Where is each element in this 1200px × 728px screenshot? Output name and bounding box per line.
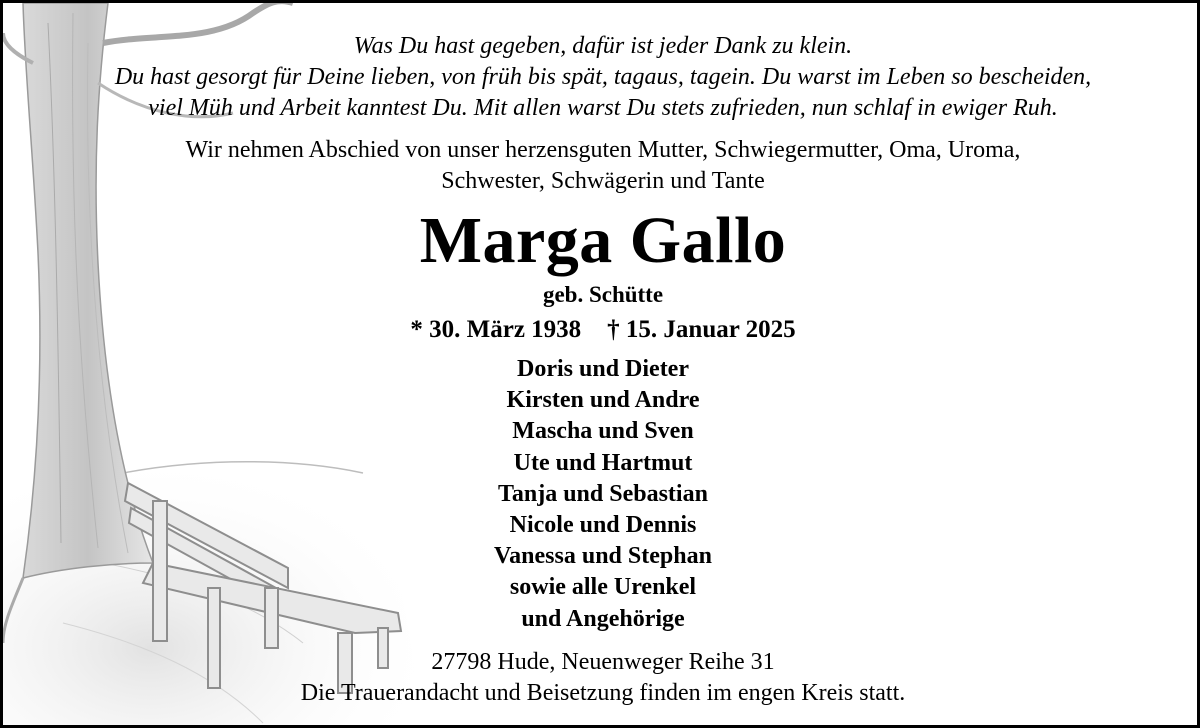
poem-line: Was Du hast gegeben, dafür ist jeder Dank zu klein. — [353, 33, 853, 59]
mourner-entry: Doris und Dieter — [517, 356, 689, 382]
life-dates — [3, 315, 1200, 345]
intro-line: Wir nehmen Abschied von unser herzensguten Mutter, Schwiegermutter, Oma, Uroma, — [185, 137, 1021, 163]
poem-line: viel Müh und Arbeit kanntest Du. Mit allen warst Du stets zufrieden, nun schlaf in ewiger Ruh. — [148, 95, 1058, 121]
mourner-entry: Tanja und Sebastian — [498, 480, 708, 507]
family-address: 27798 Hude, Neuenweger Reihe 31 — [431, 648, 775, 675]
farewell-intro — [3, 135, 1200, 197]
maiden-name: geb. Schütte — [542, 282, 664, 307]
mourner-entry: Mascha und Sven — [512, 418, 694, 445]
birth-date: * 30. März 1938 — [410, 316, 582, 343]
ceremony-note: Die Trauerandacht und Beisetzung finden im engen Kreis statt. — [300, 679, 906, 706]
death-date: † 15. Januar 2025 — [607, 316, 796, 343]
poem-line: Du hast gesorgt für Deine lieben, von früh bis spät, tagaus, tagein. Du warst im Leben so bescheiden, — [114, 64, 1092, 90]
mourner-entry: Vanessa und Stephan — [494, 543, 712, 570]
memorial-poem — [3, 31, 1200, 124]
deceased-name: Marga Gallo — [419, 204, 787, 277]
mourner-entry: Kirsten und Andre — [506, 387, 700, 414]
mourner-entry: und Angehörige — [521, 605, 685, 632]
mourner-entry: Nicole und Dennis — [509, 512, 697, 539]
mourner-entry: Ute und Hartmut — [513, 449, 693, 476]
notice-text-block — [3, 3, 1200, 709]
mourner-entry: sowie alle Urenkel — [509, 574, 697, 601]
intro-line: Schwester, Schwägerin und Tante — [441, 168, 765, 194]
mourners-list — [3, 354, 1200, 635]
